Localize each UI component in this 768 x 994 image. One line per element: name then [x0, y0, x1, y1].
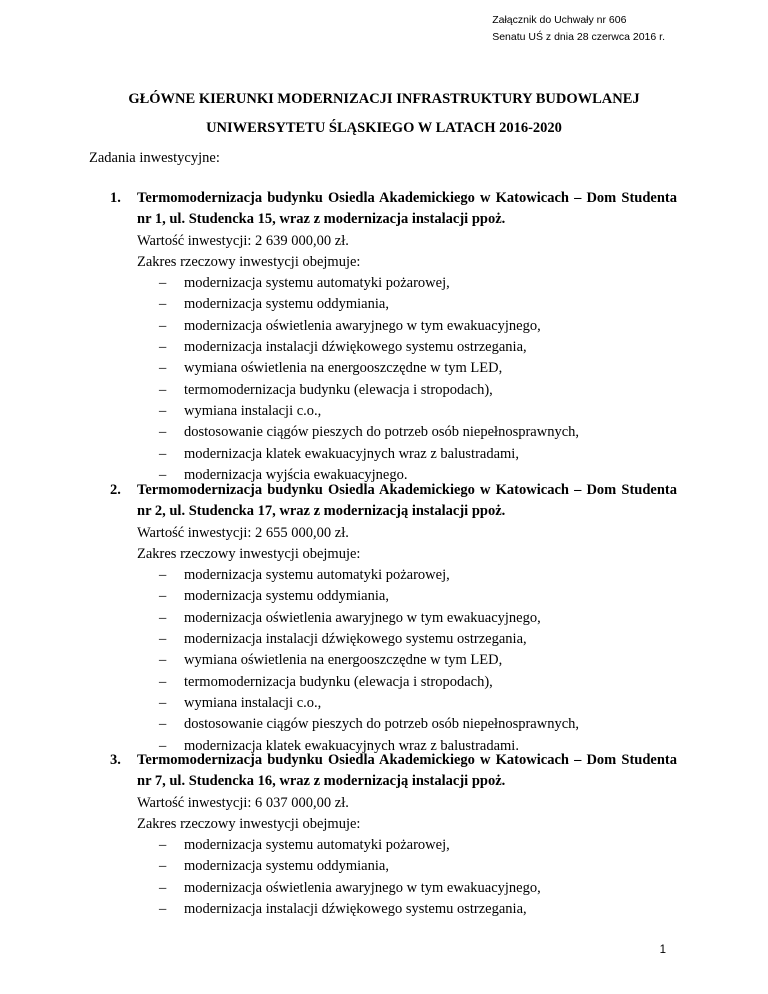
list-item: – wymiana instalacji c.o., [159, 402, 322, 419]
list-item: – modernizacja oświetlenia awaryjnego w tym ewakuacyjnego, [159, 317, 541, 334]
task-number: 3. [110, 752, 121, 768]
task-title: Termomodernizacja budynku Osiedla Akademickiego w Katowicach – Dom Studenta nr 2, ul. Studencka 17, wraz z modernizacją instalacji ppoż. [137, 482, 677, 520]
list-item: – modernizacja systemu automatyki pożarowej, [159, 275, 450, 292]
list-item: – modernizacja instalacji dźwiękowego systemu ostrzegania, [159, 631, 527, 648]
attachment-note-line1: Załącznik do Uchwały nr 606 [492, 14, 627, 26]
list-item: – modernizacja systemu automatyki pożarowej, [159, 567, 450, 584]
list-item: – wymiana oświetlenia na energooszczędne w tym LED, [159, 360, 503, 377]
task-3 [110, 750, 677, 920]
scope-label: Zakres rzeczowy inwestycji obejmuje: [137, 253, 361, 270]
task-number: 1. [110, 190, 121, 206]
scope-list [137, 835, 677, 920]
list-item: – modernizacja instalacji dźwiękowego systemu ostrzegania, [159, 339, 527, 356]
investment-value: Wartość inwestycji: 6 037 000,00 zł. [137, 794, 349, 811]
list-item: – modernizacja oświetlenia awaryjnego w tym ewakuacyjnego, [159, 879, 541, 896]
list-item: – modernizacja systemu automatyki pożarowej, [159, 837, 450, 854]
task-title: Termomodernizacja budynku Osiedla Akademickiego w Katowicach – Dom Studenta nr 1, ul. Studencka 15, wraz z modernizacja instalacji ppoż. [137, 190, 677, 228]
attachment-note [492, 12, 665, 46]
list-item: – modernizacja systemu oddymiania, [159, 858, 389, 875]
investment-value: Wartość inwestycji: 2 639 000,00 zł. [137, 232, 349, 249]
list-item: – modernizacja systemu oddymiania, [159, 588, 389, 605]
scope-list [137, 565, 677, 757]
list-item: – modernizacja klatek ewakuacyjnych wraz z balustradami. [159, 737, 519, 754]
list-item: – dostosowanie ciągów pieszych do potrzeb osób niepełnosprawnych, [159, 716, 580, 733]
scope-label: Zakres rzeczowy inwestycji obejmuje: [137, 545, 361, 562]
list-item: – wymiana instalacji c.o., [159, 694, 322, 711]
document-title [0, 85, 768, 143]
task-1 [110, 188, 677, 486]
task-2 [110, 480, 677, 757]
scope-list [137, 273, 677, 486]
intro-text: Zadania inwestycyjne: [89, 150, 220, 166]
list-item: – modernizacja systemu oddymiania, [159, 296, 389, 313]
task-number: 2. [110, 482, 121, 498]
page-number: 1 [659, 944, 666, 956]
list-item: – modernizacja wyjścia ewakuacyjnego. [159, 466, 408, 483]
title-line1: GŁÓWNE KIERUNKI MODERNIZACJI INFRASTRUKTURY BUDOWLANEJ [128, 91, 640, 107]
list-item: – modernizacja instalacji dźwiękowego systemu ostrzegania, [159, 901, 527, 918]
list-item: – termomodernizacja budynku (elewacja i stropodach), [159, 673, 493, 690]
list-item: – wymiana oświetlenia na energooszczędne w tym LED, [159, 652, 503, 669]
scope-label: Zakres rzeczowy inwestycji obejmuje: [137, 815, 361, 832]
list-item: – termomodernizacja budynku (elewacja i stropodach), [159, 381, 493, 398]
task-title: Termomodernizacja budynku Osiedla Akademickiego w Katowicach – Dom Studenta nr 7, ul. Studencka 16, wraz z modernizacją instalacji ppoż. [137, 752, 677, 790]
title-line2: UNIWERSYTETU ŚLĄSKIEGO W LATACH 2016-2020 [206, 120, 562, 136]
list-item: – modernizacja oświetlenia awaryjnego w tym ewakuacyjnego, [159, 609, 541, 626]
investment-value: Wartość inwestycji: 2 655 000,00 zł. [137, 524, 349, 541]
list-item: – modernizacja klatek ewakuacyjnych wraz z balustradami, [159, 445, 519, 462]
list-item: – dostosowanie ciągów pieszych do potrzeb osób niepełnosprawnych, [159, 424, 580, 441]
attachment-note-line2: Senatu UŚ z dnia 28 czerwca 2016 r. [492, 31, 665, 43]
